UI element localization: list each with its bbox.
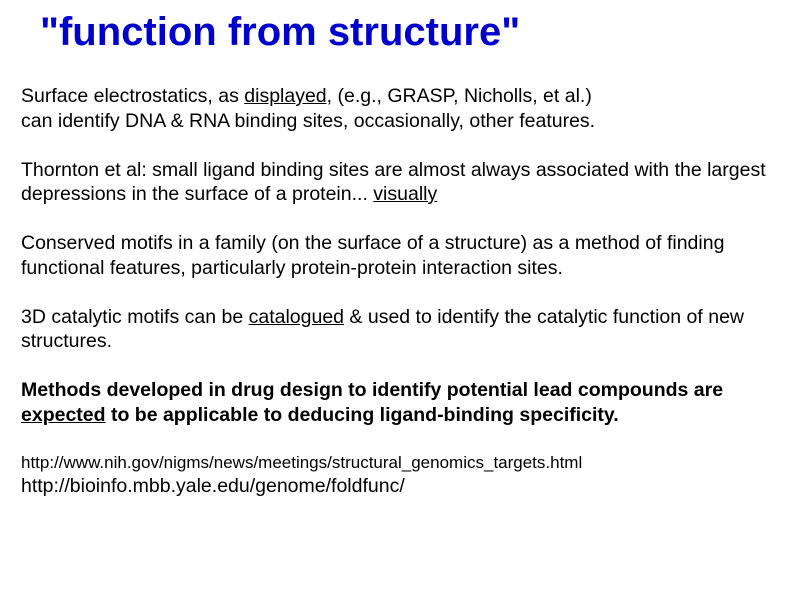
paragraph-electrostatics bbox=[21, 84, 791, 133]
yale-url-link[interactable]: http://bioinfo.mbb.yale.edu/genome/foldfunc/ bbox=[21, 474, 405, 497]
paragraph-text: & used to identify the catalytic function of new structures. bbox=[21, 305, 744, 352]
paragraph-text: Methods developed in drug design to identify potential lead compounds are bbox=[21, 379, 724, 401]
paragraph-conserved-motifs bbox=[21, 231, 791, 280]
paragraph-text: 3D catalytic motifs can be bbox=[21, 305, 249, 328]
slide-body bbox=[21, 84, 791, 498]
paragraph-text: to be applicable to deducing ligand-binding specificity. bbox=[105, 403, 619, 426]
underlined-word-displayed: displayed, bbox=[244, 85, 333, 107]
nih-url-link[interactable]: http://www.nih.gov/nigms/news/meetings/structural_genomics_targets.html bbox=[21, 452, 583, 472]
paragraph-text: Thornton et al: small ligand binding sites are almost always associated with the largest depressions in the surface of a protein... bbox=[21, 158, 766, 205]
underlined-word-expected: expected bbox=[21, 403, 106, 426]
paragraph-text: Conserved motifs in a family (on the surface of a structure) as a method of finding functional features, particularly protein-protein interaction sites. bbox=[21, 232, 725, 279]
underlined-word-visually: visually bbox=[373, 183, 438, 205]
underlined-word-catalogued: catalogued bbox=[248, 305, 345, 328]
paragraph-thornton bbox=[21, 158, 791, 207]
paragraph-catalytic-motifs bbox=[21, 305, 791, 354]
paragraph-text: (e.g., GRASP, Nicholls, et al.) bbox=[332, 85, 592, 107]
slide-title: "function from structure" bbox=[40, 10, 521, 54]
paragraph-drug-design bbox=[21, 378, 791, 427]
paragraph-text: can identify DNA & RNA binding sites, occasionally, other features. bbox=[21, 109, 596, 132]
reference-links bbox=[21, 452, 791, 498]
paragraph-text: Surface electrostatics, as bbox=[21, 85, 245, 107]
